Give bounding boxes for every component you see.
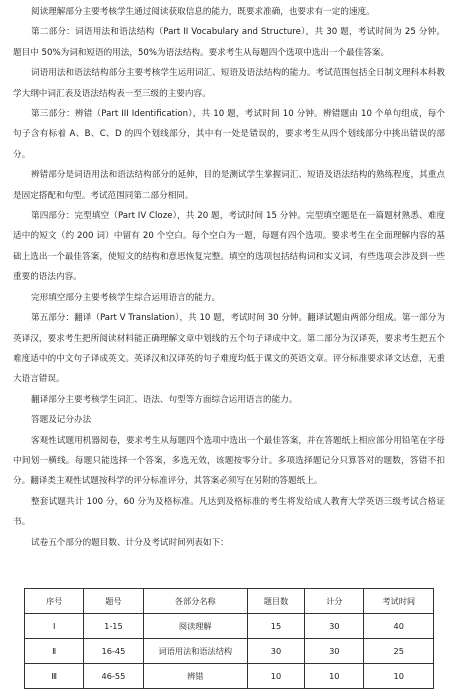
paragraph-part-four-summary: 完形填空部分主要考核学生综合运用语言的能力。 bbox=[31, 292, 221, 303]
paragraph-scoring-method: 客观性试题用机器阅卷，要求考生从每题四个选项中选出一个最佳答案，并在答题纸上相应部分用铅笔在字母中间划一横线。每题只能选择一个答案，多选无效，该题按零分计。多项选择题记分只算答对的题数，答错不扣分。翻译类主观性试题按科学的评分标准评分，其答案必须写在另附的答题纸上。 bbox=[13, 435, 445, 487]
paragraph-part-four: 第四部分：完型填空（Part IV Cloze），共 20 题，考试时间 15 分钟。完型填空题是在一篇题材熟悉、难度适中的短文（约 200 词）中留有 20 个空白。每个空白为一题，每题有四个选项。要求考生在全面理解内容的基础上选出一个最佳答案，使短文的结构和意思恢复完整。填空的选项包括结构词和实义词，有些选项会涉及到一些重要的语法内容。 bbox=[13, 211, 445, 283]
exam-parts-table bbox=[24, 588, 434, 689]
paragraph-part-two: 第二部分：词语用法和语法结构（Part II Vocabulary and Structure），共 30 题，考试时间为 25 分钟。题目中 50%为词和短语的用法，50%为语法结构。要求考生从每题四个选项中选出一个最佳答案。 bbox=[13, 27, 445, 58]
document-body bbox=[13, 2, 445, 553]
table-row bbox=[25, 614, 434, 639]
table-cell: 阅读理解 bbox=[143, 614, 247, 639]
table-header-cell: 序号 bbox=[25, 589, 84, 614]
table-header-cell: 各部分名称 bbox=[143, 589, 247, 614]
table-cell: Ⅱ bbox=[25, 639, 84, 664]
table-cell: 10 bbox=[247, 664, 304, 689]
table-header-cell: 题号 bbox=[84, 589, 143, 614]
paragraph-part-three: 第三部分：辨错（Part III Identification），共 10 题，考试时间 10 分钟。辨错题由 10 个单句组成，每个句子含有标着 A、B、C、D 的四个划线部分，其中有一处是错误的，要求考生从四个划线部分中挑出错误的部分。 bbox=[13, 109, 445, 160]
table-header-row bbox=[25, 589, 434, 614]
table-row bbox=[25, 664, 434, 689]
table-cell: 30 bbox=[247, 639, 304, 664]
table-cell: Ⅰ bbox=[25, 614, 84, 639]
table-cell: 辨错 bbox=[143, 664, 247, 689]
table-cell: 46-55 bbox=[84, 664, 143, 689]
paragraph-part-three-summary: 辨错部分是词语用法和语法结构部分的延伸，目的是测试学生掌握词汇、短语及语法结构的熟练程度，其重点是固定搭配和句型。考试范围同第二部分相同。 bbox=[13, 170, 445, 201]
table-row bbox=[25, 639, 434, 664]
table-cell: 40 bbox=[364, 614, 434, 639]
table-cell: Ⅲ bbox=[25, 664, 84, 689]
paragraph-part-five-summary: 翻译部分主要考核学生词汇、语法、句型等方面综合运用语言的能力。 bbox=[31, 394, 298, 405]
section-heading-scoring: 答题及记分办法 bbox=[31, 415, 92, 426]
table-cell: 15 bbox=[247, 614, 304, 639]
table-header-cell: 题目数 bbox=[247, 589, 304, 614]
table-cell: 词语用法和语法结构 bbox=[143, 639, 247, 664]
paragraph-table-intro: 试卷五个部分的题目数、计分及考试时间列表如下： bbox=[31, 537, 229, 548]
paragraph-reading-summary: 阅读理解部分主要考核学生通过阅读获取信息的能力，既要求准确，也要求有一定的速度。 bbox=[31, 7, 375, 17]
table-cell: 25 bbox=[364, 639, 434, 664]
table-cell: 30 bbox=[305, 639, 364, 664]
table-cell: 10 bbox=[305, 664, 364, 689]
table-cell: 10 bbox=[364, 664, 434, 689]
paragraph-part-two-summary: 词语用法和语法结构部分主要考核学生运用词汇、短语及语法结构的能力。考试范围包括全日制文理科本科教学大纲中词汇表及语法结构表一至三级的主要内容。 bbox=[13, 68, 445, 99]
paragraph-total-score: 整套试题共计 100 分，60 分为及格标准。凡达到及格标准的考生将发给成人教育大学英语三级考试合格证书。 bbox=[13, 496, 445, 528]
table-header-cell: 计分 bbox=[305, 589, 364, 614]
table-header-cell: 考试时间 bbox=[364, 589, 434, 614]
table-cell: 16-45 bbox=[84, 639, 143, 664]
table-cell: 1-15 bbox=[84, 614, 143, 639]
paragraph-part-five: 第五部分：翻译（Part V Translation），共 10 题，考试时间 30 分钟。翻译试题由两部分组成。第一部分为英译汉，要求考生把所阅读材料能正确理解文章中划线的五个句子译成中文。第二部分为汉译英，要求考生把五个难度适中的中文句子译成英文。英译汉和汉译英的句子难度均低于课文的英语文章。评分标准要求译文达意，无重大语言错误。 bbox=[13, 313, 445, 385]
table-cell: 30 bbox=[305, 614, 364, 639]
